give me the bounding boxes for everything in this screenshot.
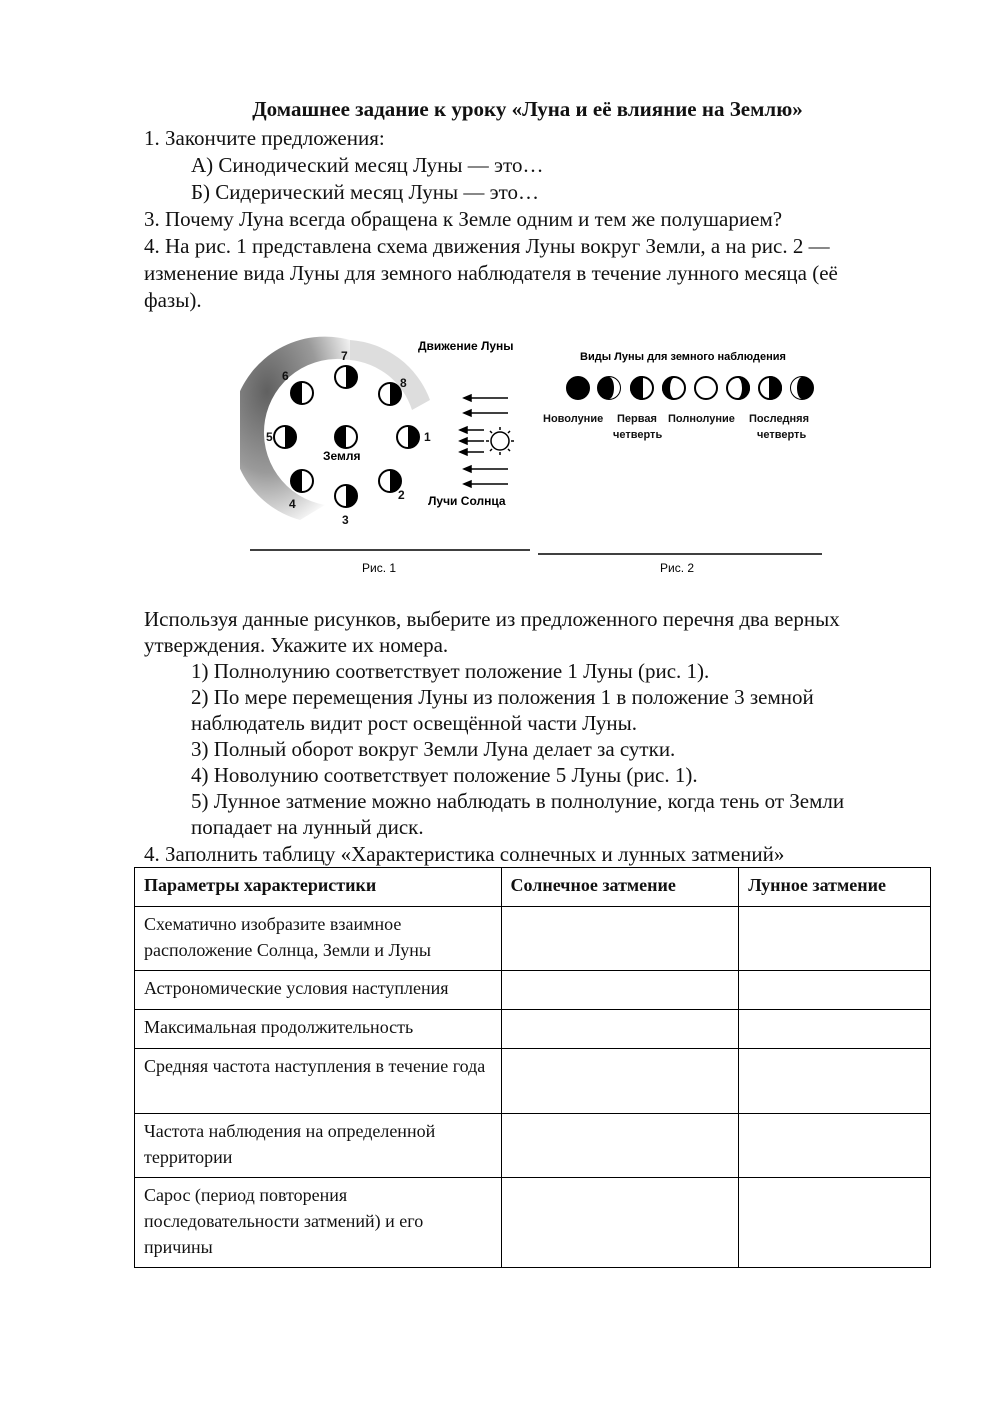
moon-position-label: 2 [398,488,405,502]
moon-position-label: 1 [424,430,431,444]
moon-phases-figure [240,333,840,583]
header-solar-eclipse: Солнечное затмение [501,868,739,907]
moon-position-7 [335,366,357,388]
param-cell: Схематично изобразите взаимное расположение Солнца, Земли и Луны [135,907,502,971]
statement-2-line-2: наблюдатель видит рост освещённой части Луны. [191,711,637,735]
page-title: Домашнее задание к уроку «Луна и её влияние на Землю» [252,97,803,121]
solar-answer-cell[interactable] [501,907,739,971]
question-1: 1. Закончите предложения: [144,126,385,150]
statement-3: 3) Полный оборот вокруг Земли Луна делает за сутки. [191,737,676,761]
moon-position-4 [291,470,313,492]
lunar-answer-cell[interactable] [739,907,931,971]
earth-label: Земля [323,449,361,463]
solar-answer-cell[interactable] [501,1178,739,1268]
label-first-quarter-2: четверть [613,429,663,441]
fig2-caption: Рис. 2 [660,561,695,575]
table-header-row [135,868,931,907]
label-last-quarter-2: четверть [757,429,807,441]
phase-full-moon [695,377,717,399]
question-3: 3. Почему Луна всегда обращена к Земле одним и тем же полушарием? [144,207,783,231]
question-1-b: Б) Сидерический месяц Луны — это… [191,180,540,204]
param-cell: Средняя частота наступления в течение года [135,1049,502,1114]
table-row [135,1178,931,1268]
lunar-answer-cell[interactable] [739,1049,931,1114]
statement-1: 1) Полнолунию соответствует положение 1 Луны (рис. 1). [191,659,710,683]
moon-position-label: 5 [266,430,273,444]
lunar-answer-cell[interactable] [739,1178,931,1268]
eclipse-table [134,867,931,1268]
table-row [135,971,931,1010]
lunar-answer-cell[interactable] [739,1010,931,1049]
phase-first-quarter [631,377,653,399]
motion-label: Движение Луны [418,339,514,353]
label-last-quarter-1: Последняя [749,413,810,425]
moon-position-5 [274,426,296,448]
solar-answer-cell[interactable] [501,971,739,1010]
moon-position-label: 4 [289,497,296,511]
moon-position-3 [335,485,357,507]
statement-5-line-2: попадает на лунный диск. [191,815,424,839]
header-lunar-eclipse: Лунное затмение [739,868,931,907]
fig2-heading: Виды Луны для земного наблюдения [580,351,786,363]
solar-answer-cell[interactable] [501,1049,739,1114]
question-1-a: А) Синодический месяц Луны — это… [191,153,544,177]
lunar-answer-cell[interactable] [739,971,931,1010]
sun-icon [486,427,514,455]
param-cell: Сарос (период повторения последовательности затмений) и его причины [135,1178,502,1268]
moon-position-label: 8 [400,376,407,390]
moon-position-8 [379,383,401,405]
solar-answer-cell[interactable] [501,1010,739,1049]
statement-5-line-1: 5) Лунное затмение можно наблюдать в полнолуние, когда тень от Земли [191,789,845,813]
task-intro-1: Используя данные рисунков, выберите из предложенного перечня два верных [144,607,840,631]
question-4-line-2: изменение вида Луны для земного наблюдателя в течение лунного месяца (её [144,261,838,285]
phase-waxing-gibbous [663,377,685,399]
table-heading: 4. Заполнить таблицу «Характеристика солнечных и лунных затмений» [144,842,785,866]
header-parameters: Параметры характеристики [135,868,502,907]
phase-waxing-crescent [598,377,620,399]
moon-position-1 [397,426,419,448]
label-first-quarter-1: Первая [617,413,657,425]
statement-4: 4) Новолунию соответствует положение 5 Луны (рис. 1). [191,763,698,787]
phase-new-moon [567,377,589,399]
phase-waning-crescent [791,377,813,399]
lunar-answer-cell[interactable] [739,1114,931,1178]
label-new-moon: Новолуние [543,413,604,425]
table-row [135,1010,931,1049]
moon-position-6 [291,382,313,404]
param-cell: Астрономические условия наступления [135,971,502,1010]
moon-position-label: 7 [341,349,348,363]
table-row [135,1114,931,1178]
phase-last-quarter [759,377,781,399]
phase-waning-gibbous [727,377,749,399]
question-4-line-3: фазы). [144,288,202,312]
sun-rays-label: Лучи Солнца [428,494,506,508]
moon-position-label: 3 [342,513,349,527]
param-cell: Максимальная продолжительность [135,1010,502,1049]
statement-2-line-1: 2) По мере перемещения Луны из положения 1 в положение 3 земной [191,685,814,709]
task-intro-2: утверждения. Укажите их номера. [144,633,449,657]
earth-icon [335,426,357,448]
table-row [135,907,931,971]
param-cell: Частота наблюдения на определенной территории [135,1114,502,1178]
table-row [135,1049,931,1114]
question-4-line-1: 4. На рис. 1 представлена схема движения Луны вокруг Земли, а на рис. 2 — [144,234,830,258]
label-full-moon: Полнолуние [668,413,735,425]
fig1-caption: Рис. 1 [362,561,397,575]
moon-position-label: 6 [282,369,289,383]
solar-answer-cell[interactable] [501,1114,739,1178]
